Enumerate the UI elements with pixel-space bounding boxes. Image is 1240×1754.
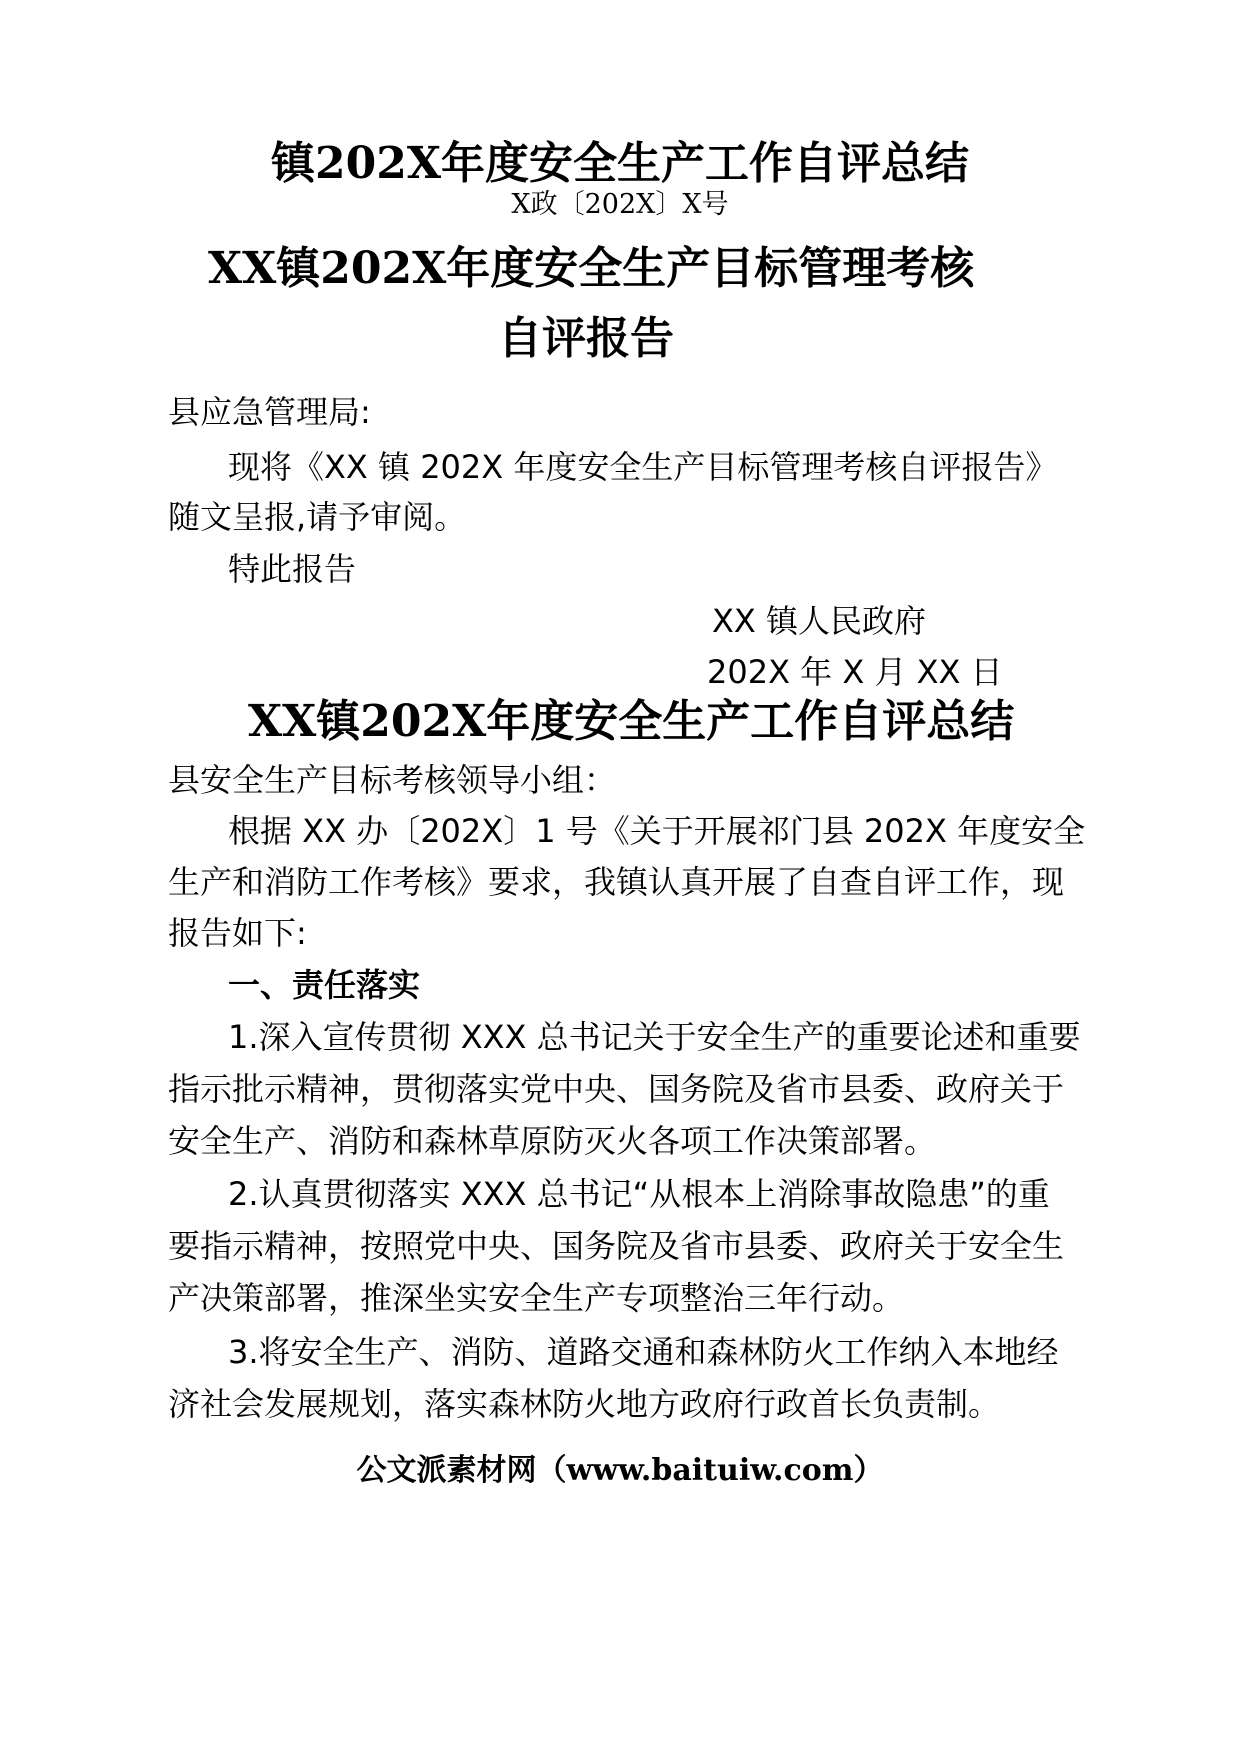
item-2-line: 产决策部署，推深坐实安全生产专项整治三年行动。 — [168, 1279, 905, 1317]
main-title: 镇202X年度安全生产工作自评总结 — [271, 138, 969, 189]
item-1-line: 指示批示精神，贯彻落实党中央、国务院及省市县委、政府关于 — [168, 1070, 1065, 1108]
item-1-line: 安全生产、消防和森林草原防灭火各项工作决策部署。 — [168, 1122, 937, 1160]
item-2-line: 2.认真贯彻落实 XXX 总书记“从根本上消除事故隐患”的重 — [228, 1175, 1050, 1213]
summary-intro-line: 根据 XX 办〔202X〕1 号《关于开展祁门县 202X 年度安全 — [228, 812, 1086, 850]
cover-letter-body-line2: 随文呈报,请予审阅。 — [168, 498, 467, 536]
item-3-line: 3.将安全生产、消防、道路交通和森林防火工作纳入本地经 — [228, 1333, 1059, 1371]
summary-title: XX镇202X年度安全生产工作自评总结 — [248, 696, 1015, 747]
report-title-line2: 自评报告 — [498, 313, 674, 364]
cover-letter-body-line1: 现将《XX 镇 202X 年度安全生产目标管理考核自评报告》 — [228, 448, 1058, 486]
cover-letter-recipient: 县应急管理局: — [168, 393, 371, 431]
summary-recipient: 县安全生产目标考核领导小组： — [168, 761, 617, 799]
cover-letter-date: 202X 年 X 月 XX 日 — [707, 653, 1003, 691]
cover-letter-closing: 特此报告 — [228, 550, 357, 588]
item-2-line: 要指示精神，按照党中央、国务院及省市县委、政府关于安全生 — [168, 1227, 1065, 1265]
item-1-line: 1.深入宣传贯彻 XXX 总书记关于安全生产的重要论述和重要 — [228, 1018, 1081, 1056]
summary-intro-line: 报告如下: — [168, 914, 307, 952]
summary-intro-line: 生产和消防工作考核》要求，我镇认真开展了自查自评工作，现 — [168, 863, 1065, 901]
document-number: X政〔202X〕X号 — [511, 189, 729, 220]
footer-watermark: 公文派素材网（www.baituiw.com） — [356, 1453, 884, 1488]
report-title-line1: XX镇202X年度安全生产目标管理考核 — [208, 243, 975, 294]
cover-letter-sender: XX 镇人民政府 — [712, 602, 927, 640]
item-3-line: 济社会发展规划，落实森林防火地方政府行政首长负责制。 — [168, 1385, 1001, 1423]
section-heading-responsibility: 一、责任落实 — [228, 966, 421, 1004]
